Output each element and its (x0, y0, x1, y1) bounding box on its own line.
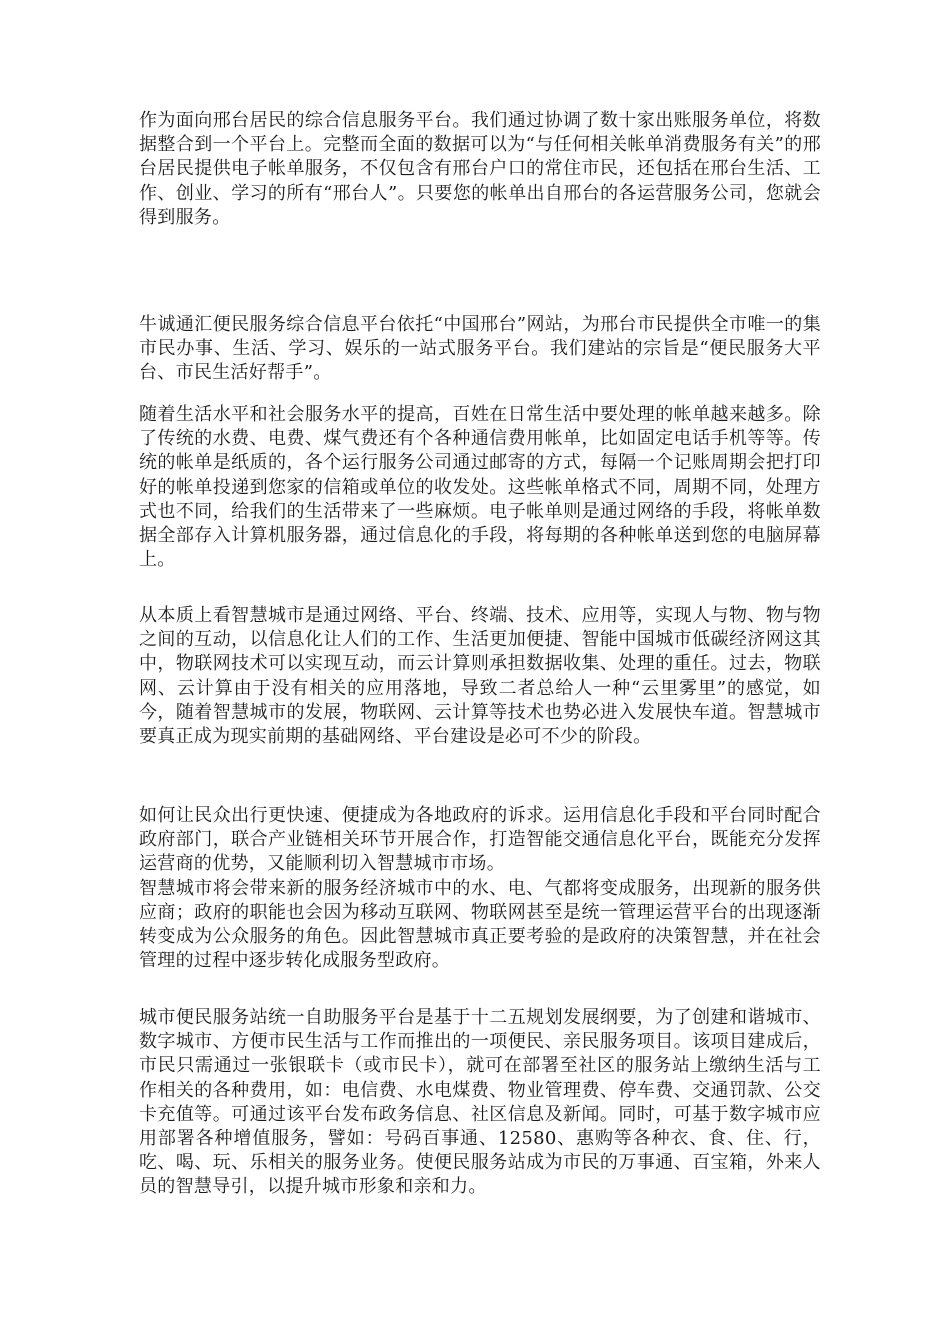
paragraph-2: 牛诚通汇便民服务综合信息平台依托“中国邢台”网站，为邢台市民提供全市唯一的集市民办事、生活、学习、娱乐的一站式服务平台。我们建站的宗旨是“便民服务大平台、市民生活好帮手”。 (139, 314, 821, 384)
paragraph-4: 从本质上看智慧城市是通过网络、平台、终端、技术、应用等，实现人与物、物与物之间的互动，以信息化让人们的工作、生活更加便捷、智能中国城市低碳经济网这其中，物联网技术可以实现互动，而云计算则承担数据收集、处理的重任。过去，物联网、云计算由于没有相关的应用落地，导致二者总给人一种“云里雾里”的感觉，如今，随着智慧城市的发展，物联网、云计算等技术也势必进入发展快车道。智慧城市要真正成为现实前期的基础网络、平台建设是必可不少的阶段。 (139, 605, 821, 748)
paragraph-6: 城市便民服务站统一自助服务平台是基于十二五规划发展纲要，为了创建和谐城市、数字城市、方便市民生活与工作而推出的一项便民、亲民服务项目。该项目建成后，市民只需通过一张银联卡（或市民卡），就可在部署至社区的服务站上缴纳生活与工作相关的各种费用，如：电信费、水电煤费、物业管理费、停车费、交通罚款、公交卡充值等。可通过该平台发布政务信息、社区信息及新闻。同时，可基于数字城市应用部署各种增值服务，譬如：号码百事通、12580、惠购等各种衣、食、住、行，吃、喝、玩、乐相关的服务业务。使便民服务站成为市民的万事通、百宝箱，外来人员的智慧导引，以提升城市形象和亲和力。 (139, 1007, 821, 1198)
paragraph-3: 随着生活水平和社会服务水平的提高，百姓在日常生活中要处理的帐单越来越多。除了传统的水费、电费、煤气费还有个各种通信费用帐单，比如固定电话手机等等。传统的帐单是纸质的，各个运行服务公司通过邮寄的方式，每隔一个记账周期会把打印好的帐单投递到您家的信箱或单位的收发处。这些帐单格式不同，周期不同，处理方式也不同，给我们的生活带来了一些麻烦。电子帐单则是通过网络的手段，将帐单数据全部存入计算机服务器，通过信息化的手段，将每期的各种帐单送到您的电脑屏幕上。 (139, 404, 821, 571)
paragraph-5: 如何让民众出行更快速、便捷成为各地政府的诉求。运用信息化手段和平台同时配合政府部门，联合产业链相关环节开展合作，打造智能交通信息化平台，既能充分发挥运营商的优势，又能顺利切入智慧城市市场。 智慧城市将会带来新的服务经济城市中的水、电、气都将变成服务，出现新的服务供应商；政府的职能也会因为移动互联网、物联网甚至是统一管理运营平台的出现逐渐转变成为公众服务的角色。因此智慧城市真正要考验的是政府的决策智慧，并在社会管理的过程中逐步转化成服务型政府。 (139, 805, 821, 972)
paragraph-1: 作为面向邢台居民的综合信息服务平台。我们通过协调了数十家出账服务单位，将数据整合到一个平台上。完整而全面的数据可以为“与任何相关帐单消费服务有关”的邢台居民提供电子帐单服务，不仅包含有邢台户口的常住市民，还包括在邢台生活、工作、创业、学习的所有“邢台人”。只要您的帐单出自邢台的各运营服务公司，您就会得到服务。 (139, 110, 821, 228)
